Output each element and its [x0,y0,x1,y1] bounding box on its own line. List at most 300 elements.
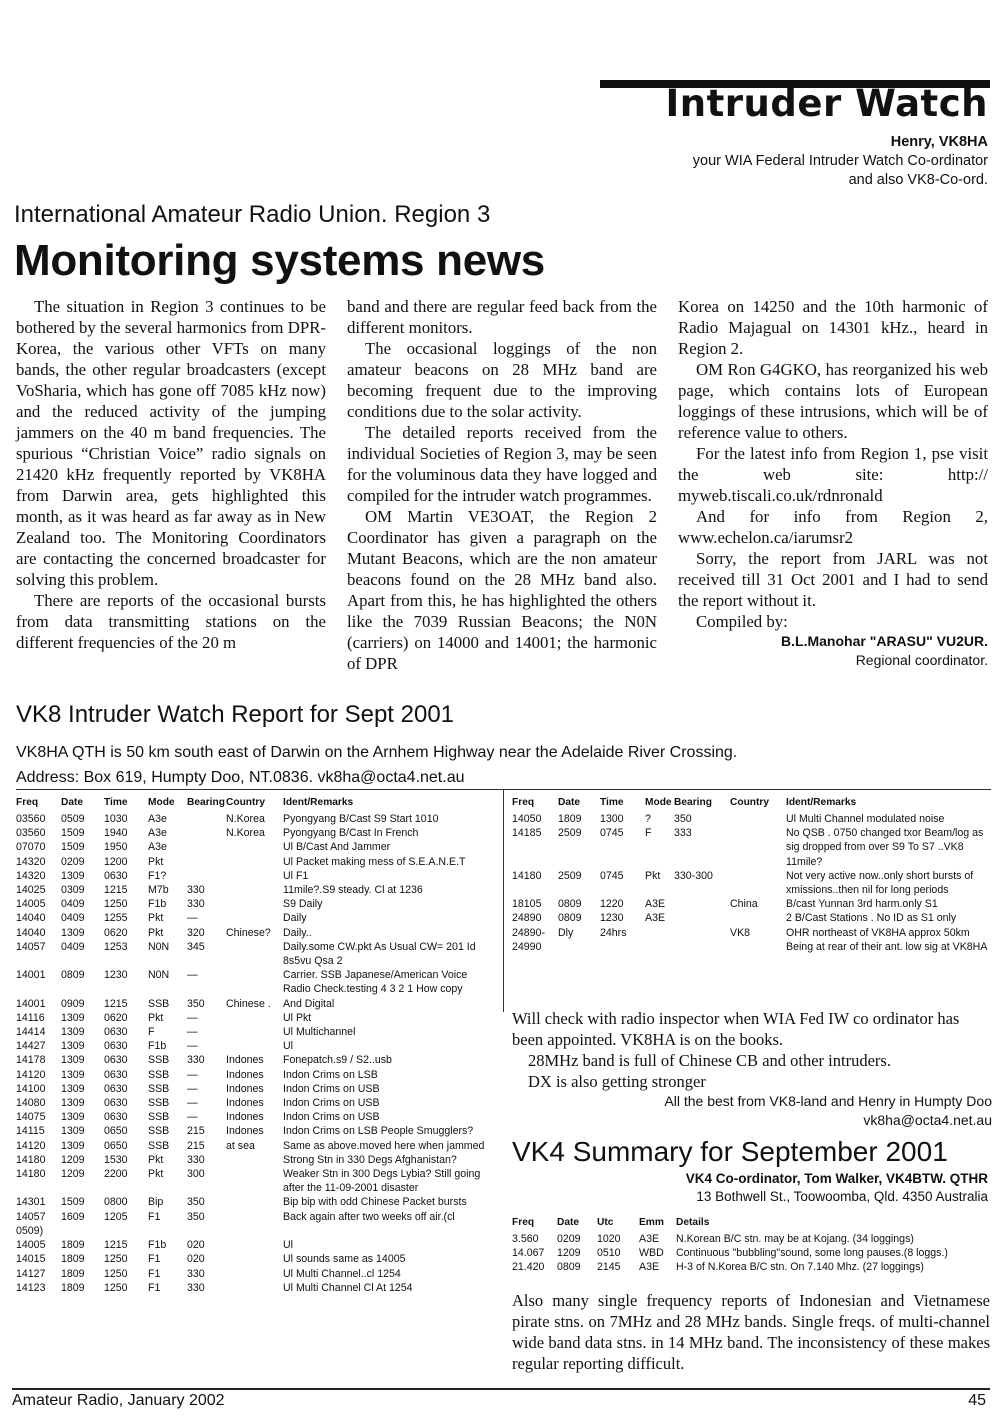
table-cell: 330 [187,884,205,897]
table-cell: 0809 [557,1261,581,1274]
table-cell: Indon Crims on LSB People Smugglers? [283,1125,474,1138]
column-header: Utc [597,1217,614,1228]
table-cell: A3e [148,841,167,854]
table-cell: Indones [226,1111,264,1124]
table-cell: Pkt [148,1168,164,1181]
table-cell: 14005 [16,1239,46,1252]
table-cell: 0745 [600,827,624,840]
table-cell: SSB [148,1139,170,1152]
table-row [16,869,496,883]
table-cell: F [148,1026,155,1039]
table-cell: 14178 [16,1054,46,1067]
table-cell: Bip [148,1196,164,1209]
table-row [16,1053,496,1067]
table-cell [187,869,226,883]
table-row [16,840,496,854]
table-cell: 14120 [16,1139,46,1152]
table-cell: 1205 [104,1210,128,1223]
table-cell: 14185 [512,827,542,840]
table-cell: 3.560 [512,1233,539,1245]
table-cell: 0630 [104,1068,128,1081]
table-cell: SSB [148,1082,170,1095]
table-cell: 14414 [16,1026,46,1039]
paragraph: OM Ron G4GKO, has reorganized his web page, which contains lots of European loggings of these intrusions, which will be of reference value to others. [678,360,988,442]
table-cell [226,1238,283,1252]
table-row [16,1267,496,1281]
table-cell: 2509 [558,827,582,840]
table-row [16,1195,496,1209]
table-cell: — [187,1082,198,1095]
table-cell: 1309 [61,869,85,882]
table-cell: N.Korea [226,813,265,825]
table-cell: 1809 [558,813,582,825]
table-cell: Not very active now..only short bursts of xmissions..then nil for long periods [786,869,974,897]
table-row [16,1167,496,1195]
table-row [512,869,992,897]
table-row [16,897,496,911]
table-cell: 2 B/Cast Stations . No ID as S1 only [786,912,957,925]
column-header: Country [730,797,770,808]
page-number: 45 [968,1392,986,1409]
vk4-summary-title: VK4 Summary for September 2001 [512,1136,948,1167]
table-row [16,1110,496,1124]
table-cell: 1200 [104,855,128,868]
table-row [16,1082,496,1096]
table-cell: F1 [148,1210,161,1223]
table-row [16,812,496,826]
table-cell: 1250 [104,1253,128,1266]
table-cell: 1030 [104,813,128,825]
table-cell: 1215 [104,997,128,1010]
table-cell: A3E [639,1261,660,1274]
table-cell: 350 [674,813,692,825]
table-cell: 14001 [16,997,46,1010]
note-line: DX is also getting stronger [528,1072,706,1091]
table-row [16,1281,496,1295]
table-cell: 350 [187,997,205,1010]
table-cell: 1309 [61,1139,85,1152]
table-cell: Indon Crims on LSB [283,1068,378,1081]
table-cell [730,812,786,826]
table-cell: 330 [187,1054,205,1067]
table-cell: 300 [187,1168,205,1181]
column-header: Ident/Remarks [283,797,354,808]
table-cell: 0909 [61,997,85,1010]
paragraph: And for info from Region 2, www.echelon.ca/iarumsr2 [678,507,988,547]
signature-role: Regional coordinator. [855,652,988,668]
table-cell: 14180 [16,1153,46,1166]
table-cell: 0809 [61,969,85,982]
table-cell: 0620 [104,1011,128,1024]
table-cell: 14057 0509) [16,1210,46,1237]
table-cell: N0N [148,940,170,953]
table-cell: Fonepatch.s9 / S2..usb [283,1054,392,1067]
table-cell: 0509 [61,813,85,825]
table-cell: 2200 [104,1168,128,1181]
table-cell: 21.420 [512,1261,545,1274]
column-header: Time [104,797,128,808]
table-cell: 03560 [16,827,46,840]
table-cell [226,1267,283,1281]
table-row [16,883,496,897]
table-cell: 0409 [61,940,85,953]
table-cell: 1250 [104,898,128,911]
column-header: Bearing [187,797,225,808]
table-cell: 14180 [16,1168,46,1181]
vk8-notes [512,1008,992,1130]
article-column-1 [16,296,326,653]
table-cell: 1250 [104,1267,128,1280]
table-row [16,1025,496,1039]
table-cell [226,883,283,897]
table-cell: Daily.. [283,926,312,939]
sign-off: All the best from VK8-land and Henry in Humpty Doo [664,1093,992,1109]
table-cell: Back again after two weeks off air.(cl [283,1210,455,1223]
table-cell: Ul Multichannel [283,1026,356,1039]
table-row [16,1153,496,1167]
table-row [16,1011,496,1025]
table-row [16,1039,496,1053]
column-header: Date [61,797,84,808]
table-row [512,812,992,826]
table-cell: WBD [639,1247,664,1260]
table-cell: 1509 [61,841,85,854]
column-header: Mode [148,797,175,808]
vk4-notes: Also many single frequency reports of Indonesian and Vietnamese pirate stns. on 7MHz and 28 MHz bands. Single freqs. of multi-channel wide band data stns. in 14 MHz band. The inconsistency of these makes regular reporting difficult. [512,1291,990,1373]
table-cell: Pkt [148,855,164,868]
table-cell: Pkt [645,869,661,882]
table-row [16,826,496,840]
table-cell: Pkt [148,1011,164,1024]
table-cell [730,869,786,897]
signature-name: B.L.Manohar "ARASU" VU2UR. [781,633,988,649]
table-cell [187,812,226,826]
table-cell: 1950 [104,841,128,854]
table-cell: Indones [226,1082,264,1095]
table-cell: N.Korea [226,827,265,840]
column-header: Freq [512,1217,535,1228]
section-title: Intruder Watch [665,82,988,125]
table-cell: — [187,1068,198,1081]
table-cell: 24890- 24990 [512,926,545,953]
table-row [512,926,992,954]
vk4-coordinator-block [686,1170,988,1206]
table-cell: SSB [148,1097,170,1110]
table-cell: A3E [639,1233,660,1245]
table-cell: 215 [187,1139,205,1152]
table-row [16,855,496,869]
table-cell: A3e [148,827,167,840]
table-cell: China [730,898,758,911]
table-cell [226,1195,283,1209]
table-cell: Ul Multi Channel..cl 1254 [283,1267,401,1280]
table-cell: 0630 [104,1082,128,1095]
table-cell: F1b [148,1040,167,1053]
table-cell: 0309 [61,884,85,897]
table-cell: N.Korean B/C stn. may be at Kojang. (34 loggings) [676,1233,914,1245]
column-header: Emm [639,1217,664,1228]
table-cell: F [645,827,652,840]
footer-publication: Amateur Radio, January 2002 [12,1392,225,1409]
table-cell: 1020 [597,1233,621,1245]
table-cell: — [187,1097,198,1110]
table-row [16,968,496,996]
author-role: your WIA Federal Intruder Watch Co-ordinator [692,153,988,169]
table-cell: Indon Crims on USB [283,1111,380,1124]
footer-rule [12,1388,990,1390]
table-row [16,1124,496,1138]
table-cell: 1809 [61,1267,85,1280]
table-cell: 07070 [16,841,46,854]
table-cell: Chinese . [226,997,271,1010]
table-cell: Carrier. SSB Japanese/American Voice Radio Check.testing 4 3 2 1 How copy [283,969,468,996]
table-cell: 1940 [104,827,128,840]
table-cell: 14320 [16,869,46,882]
table-cell [226,855,283,869]
table-cell: 1309 [61,1026,85,1039]
table-cell: 14015 [16,1253,46,1266]
table-cell: Ul [283,1239,294,1252]
table-cell: — [187,1011,198,1024]
table-cell: 0630 [104,1040,128,1053]
table-cell: Daily.some CW.pkt As Usual CW= 201 Id 8s5vu Qsa 2 [283,940,476,968]
table-cell: 1230 [600,912,624,925]
table-cell: Ul sounds same as 14005 [283,1253,406,1266]
table-cell: VK8 [730,926,751,939]
table-cell: 11mile?.S9 steady. Cl at 1236 [283,884,423,897]
table-cell: 1530 [104,1153,128,1166]
column-header: Date [558,797,581,808]
table-cell: 330-300 [674,869,713,882]
table-cell: 14080 [16,1097,46,1110]
table-cell: SSB [148,1111,170,1124]
table-cell: Ul F1 [283,869,309,882]
table-header-row [16,790,496,812]
table-cell: 333 [674,827,692,840]
table-cell: Indon Crims on USB [283,1082,380,1095]
paragraph: The occasional loggings of the non amateur beacons on 28 MHz band are becoming frequent due to the improving conditions due to the solar activity. [347,339,657,421]
author-role-2: and also VK8-Co-ord. [848,172,988,188]
table-cell: 1809 [61,1253,85,1266]
table-row [16,911,496,925]
table-cell: 14127 [16,1267,46,1280]
table-cell: 14040 [16,912,46,925]
table-cell [226,1210,283,1238]
table-cell: Daily [283,912,307,925]
table-cell: SSB [148,1054,170,1067]
table-cell: F1 [148,1267,161,1280]
table-cell [226,897,283,911]
table-cell: Indones [226,1125,264,1138]
table-row [512,1260,992,1274]
paragraph: The detailed reports received from the individual Societies of Region 3, may be seen for the voluminous data they have logged and compiled for the intruder watch programmes. [347,423,657,505]
table-cell: 14057 [16,940,46,953]
table-cell: F1b [148,1239,167,1252]
table-cell: And Digital [283,997,335,1010]
vk4-address: 13 Bothwell St., Toowoomba, Qld. 4350 Australia [696,1189,988,1204]
author-block [693,133,988,190]
table-header-row [512,790,992,812]
table-cell [226,1281,283,1295]
table-cell: Indones [226,1068,264,1081]
table-cell: 020 [187,1253,205,1266]
table-cell: F1? [148,869,167,882]
table-cell: 1309 [61,1068,85,1081]
table-cell: 14116 [16,1011,45,1024]
column-header: Freq [16,797,39,808]
table-cell: Ul Packet making mess of S.E.A.N.E.T [283,855,466,868]
table-cell: 1309 [61,1082,85,1095]
table-cell: 1509 [61,1196,85,1209]
table-cell: 24hrs [600,926,627,939]
table-cell: Indon Crims on USB [283,1097,380,1110]
table-cell: 1309 [61,1125,85,1138]
paragraph: There are reports of the occasional bursts from data transmitting stations on the different frequencies of the 20 m [16,591,326,652]
table-cell: 24890 [512,912,542,925]
paragraph: For the latest info from Region 1, pse visit the web site: http:// myweb.tiscali.co.uk/rdnronald [678,444,988,505]
table-cell: Continuous "bubbling"sound, some long pauses.(8 loggs.) [676,1247,948,1260]
table-cell: Pkt [148,1153,164,1166]
paragraph: The situation in Region 3 continues to be bothered by the several harmonics from DPR-Korea, the various other VFTs on many bands, the other regular broadcasters (except VoSharia, which has gone off 7085 kHz now) and the reduced activity of the jumping jammers on the 40 m band frequencies. The spurious “Christian Voice” radio signals on 21420 kHz frequently reported by VK8HA from Darwin area, gets highlighted this month, as it was heard as far away as in New Zealand too. The Monitoring Coordinators are contacting the concerned broadcaster for solving this problem. [16,297,326,589]
table-cell: 0630 [104,1111,128,1124]
table-cell: 1809 [61,1239,85,1252]
note-line: Will check with radio inspector when WIA Fed IW co ordinator has been appointed. VK8HA is on the books. [512,1009,960,1049]
table-cell: 2509 [558,869,582,882]
table-cell: 14180 [512,869,542,882]
table-cell: 1309 [61,1011,85,1024]
table-row [512,1232,992,1246]
table-cell: ? [645,813,651,825]
table-cell: 1509 [61,827,85,840]
table-cell: Same as above.moved here when jammed [283,1139,485,1152]
table-cell: A3E [645,898,666,911]
table-row [16,1252,496,1266]
article-headline: Monitoring systems news [14,236,545,285]
table-cell: 03560 [16,813,46,825]
paragraph: Korea on 14250 and the 10th harmonic of Radio Majagual on 14301 kHz., heard in Region 2. [678,297,988,358]
table-cell: 020 [187,1239,205,1252]
vk8-intro [16,740,737,790]
table-cell: 14301 [16,1196,46,1209]
table-cell: 1309 [61,1054,85,1067]
table-cell: 0630 [104,1054,128,1067]
table-cell [187,855,226,869]
table-cell: Ul [283,1040,294,1053]
table-cell: 0409 [61,912,85,925]
table-cell: Ul B/Cast And Jammer [283,841,391,854]
column-header: Date [557,1217,580,1228]
table-cell [226,1025,283,1039]
column-header: Time [600,797,624,808]
table-cell: Strong Stn in 330 Degs Afghanistan? [283,1153,457,1166]
table-cell [226,1167,283,1195]
table-cell: 14120 [16,1068,46,1081]
table-cell: 0209 [557,1233,581,1245]
table-cell: SSB [148,1068,170,1081]
table-cell: 0630 [104,1026,128,1039]
table-cell: No QSB . 0750 changed txor Beam/log as sig dropped from over S9 To S7 ..VK8 11mile? [786,827,984,868]
table-cell: 1809 [61,1281,85,1294]
column-header: Country [226,797,266,808]
table-row [16,1096,496,1110]
table-cell [226,869,283,883]
table-cell: 14025 [16,884,46,897]
table-cell: — [187,1026,198,1039]
table-cell: 1230 [104,969,128,982]
table-cell: 320 [187,926,205,939]
table-cell [226,968,283,996]
vk8-address: Address: Box 619, Humpty Doo, NT.0836. vk8ha@octa4.net.au [16,769,465,786]
table-cell [226,940,283,968]
table-cell: 0809 [558,898,582,911]
table-cell: — [187,1040,198,1053]
table-cell: 0510 [597,1247,621,1260]
article-column-3 [678,296,988,670]
table-cell [187,826,226,840]
table-cell: 345 [187,940,205,953]
table-cell: 1209 [61,1168,85,1181]
table-cell: 215 [187,1125,205,1138]
table-cell: Weaker Stn in 300 Degs Lybia? Still going after the 11-09-2001 disaster [283,1168,481,1195]
table-cell: Indones [226,1097,264,1110]
table-row [16,1068,496,1082]
table-cell: 0409 [61,898,85,911]
table-cell: 0745 [600,869,624,882]
table-cell: H-3 of N.Korea B/C stn. On 7.140 Mhz. (27 loggings) [676,1261,924,1274]
table-cell: SSB [148,997,170,1010]
table-cell: 1209 [61,1153,85,1166]
table-cell: 1209 [557,1247,581,1260]
table-cell [226,1153,283,1167]
table-cell: 0630 [104,1097,128,1110]
table-cell: 350 [187,1196,205,1209]
table-cell: Pyongyang B/Cast In French [283,827,419,840]
paragraph: Compiled by: [696,612,788,631]
table-cell: 0650 [104,1125,128,1138]
table-cell: Chinese? [226,926,271,939]
table-cell: 1220 [600,898,624,911]
table-row [16,997,496,1011]
table-cell: 14.067 [512,1247,545,1260]
table-cell: 14050 [512,813,542,825]
table-cell: Ul Multi Channel modulated noise [786,813,945,825]
vk8-report-title: VK8 Intruder Watch Report for Sept 2001 [16,701,455,728]
table-cell: 0620 [104,926,128,939]
table-cell [226,911,283,925]
table-cell: 0650 [104,1139,128,1152]
table-cell: 14005 [16,898,46,911]
table-row [512,1246,992,1260]
sign-off-email: vk8ha@octa4.net.au [863,1112,992,1128]
table-cell: OHR northeast of VK8HA approx 50km Being at rear of their ant. low sig at VK8HA [786,926,988,953]
table-cell: B/cast Yunnan 3rd harm.only S1 [786,898,938,911]
table-cell: F1 [148,1281,161,1294]
table-cell: 1215 [104,884,128,897]
table-row [512,897,992,911]
table-cell: 2145 [597,1261,621,1274]
vk4-coordinator: VK4 Co-ordinator, Tom Walker, VK4BTW. QTHR [685,1171,988,1186]
table-cell: 330 [187,1281,205,1294]
table-cell: 1309 [61,1040,85,1053]
table-cell: 330 [187,1267,205,1280]
paragraph: band and there are regular feed back from the different monitors. [347,297,657,337]
table-row [16,940,496,968]
table-cell: A3E [645,912,666,925]
vk8-qth: VK8HA QTH is 50 km south east of Darwin on the Arnhem Highway near the Adelaide River Crossing. [16,744,738,761]
note-line: 28MHz band is full of Chinese CB and other intruders. [528,1051,891,1070]
table-cell: 14001 [16,969,46,982]
table-cell: 14427 [16,1040,46,1053]
